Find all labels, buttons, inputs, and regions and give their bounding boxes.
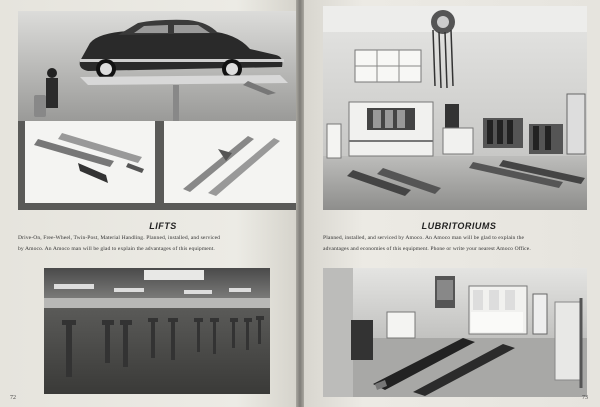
page-number-left: 72 <box>10 395 16 401</box>
page-number-right: 73 <box>582 395 588 401</box>
lubritorium-service-bay-photo <box>323 6 587 210</box>
lifts-description-line-2: by Amoco. An Amoco man will be glad to explain the advantages of this equipment. <box>18 246 215 252</box>
lubritoriums-description-line-1: Planned, installed, and serviced by Amoco. An Amoco man will be glad to explain the <box>323 235 525 241</box>
lifts-description-line-1: Drive-On, Free-Wheel, Twin-Post, Material Handling. Planned, installed, and serviced <box>18 235 221 241</box>
lifts-description <box>18 233 296 255</box>
car-lift-photo <box>18 11 296 210</box>
twin-post-lifts-photo <box>44 268 270 394</box>
lubritoriums-description <box>323 233 599 255</box>
lubritoriums-description-line-2: advantages and economies of this equipment. Phone or write your nearest Amoco Office. <box>323 246 531 252</box>
lubritoriums-heading: LUBRITORIUMS <box>421 221 497 231</box>
lubritorium-pit-photo <box>323 268 587 397</box>
book-gutter <box>296 0 304 407</box>
left-page <box>0 0 296 407</box>
right-page <box>304 0 600 407</box>
lifts-heading: LIFTS <box>149 221 177 231</box>
